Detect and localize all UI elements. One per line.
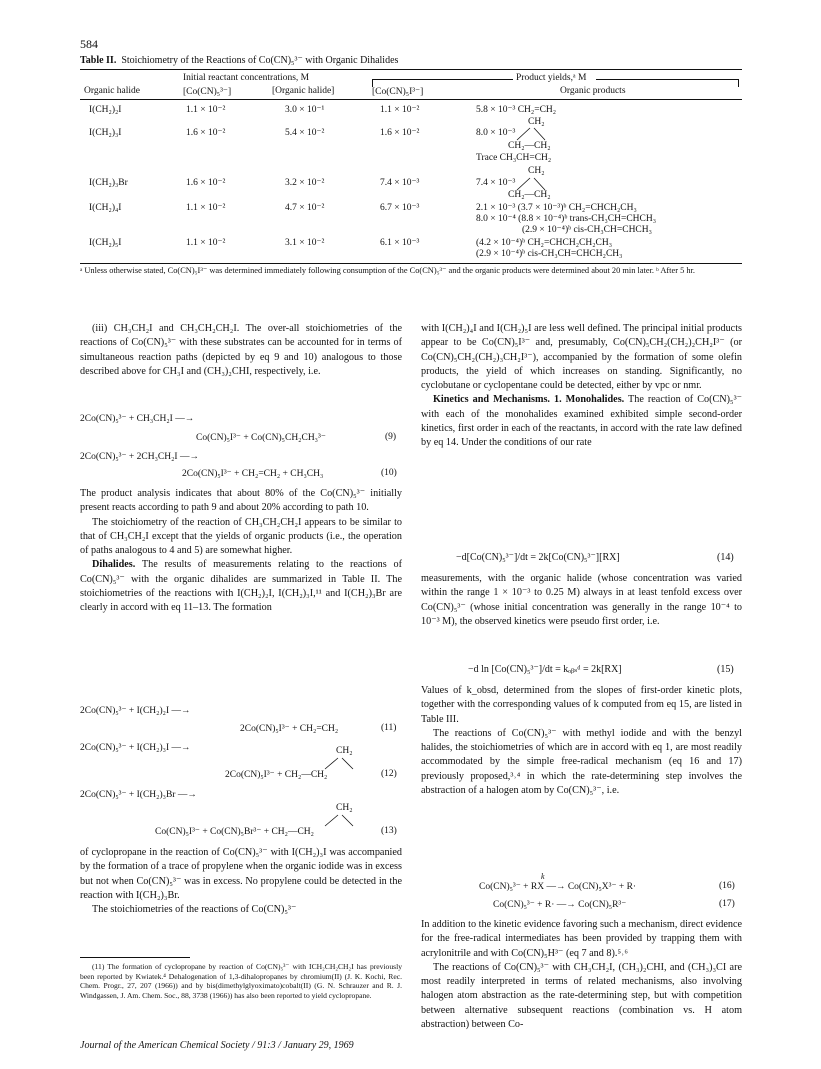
eq17: Co(CN)₅³⁻ + R· —→ Co(CN)₅R³⁻ bbox=[493, 900, 627, 910]
table-row-5-product-1: (4.2 × 10⁻⁴)ᵇ CH₂=CHCH₂CH₂CH₃ bbox=[476, 238, 613, 248]
table-row-1-org: 3.0 × 10⁻¹ bbox=[285, 105, 325, 115]
header-group-initial: Initial reactant concentrations, M bbox=[183, 73, 310, 83]
table-row-4-product-1: 2.1 × 10⁻³ (3.7 × 10⁻³)ᵇ CH₂=CHCH₂CH₃ bbox=[476, 203, 637, 213]
table-title-text: Stoichiometry of the Reactions of Co(CN)₅³⁻ with Organic Dihalides bbox=[121, 55, 399, 66]
table-row-2-org: 5.4 × 10⁻² bbox=[285, 128, 325, 138]
col-header-coi: [Co(CN)₅I³⁻] bbox=[372, 87, 424, 97]
col-header-co: [Co(CN)₅³⁻] bbox=[183, 87, 232, 97]
table-row-1-halide: I(CH₂)₂I bbox=[89, 105, 122, 115]
eq16-rate-k: k bbox=[541, 872, 545, 881]
col-header-products: Organic products bbox=[560, 86, 626, 96]
eq13-line-b: Co(CN)₅I³⁻ + Co(CN)₅Br³⁻ + CH₂—CH₂ bbox=[155, 827, 314, 837]
eq11-line-a: 2Co(CN)₅³⁻ + I(CH₂)₂I —→ bbox=[80, 706, 191, 716]
table-footnote-b: ᵇ After 5 hr. bbox=[656, 266, 695, 275]
eq9-number: (9) bbox=[385, 432, 397, 442]
table-footnote bbox=[80, 266, 742, 276]
left-para-5-text: of cyclopropane in the reaction of Co(CN)₅³⁻ with I(CH₂)₃I was accompanied by the formation of a trace of propylene when the organic iodide was in excess but not when Co(CN)₅³⁻ was in excess. No propylene could be detected in the reaction with I(CH₂)₃Br. bbox=[80, 847, 402, 901]
table-row-4-org: 4.7 × 10⁻² bbox=[285, 203, 325, 213]
table-row-1-co: 1.1 × 10⁻² bbox=[186, 105, 226, 115]
eq16-number: (16) bbox=[719, 881, 735, 891]
eq15: −d ln [Co(CN)₅³⁻]/dt = kₒᵦₛᵈ = 2k[RX] bbox=[468, 664, 622, 675]
right-para-1 bbox=[421, 322, 742, 451]
page-number: 584 bbox=[80, 37, 98, 51]
table-row-3-yield: 7.4 × 10⁻³ bbox=[476, 178, 516, 188]
table-row-4-coi: 6.7 × 10⁻³ bbox=[380, 203, 420, 213]
table-row-3-coi: 7.4 × 10⁻³ bbox=[380, 178, 420, 188]
eq12-line-a: 2Co(CN)₅³⁻ + I(CH₂)₃I —→ bbox=[80, 743, 191, 753]
right-para-5-text: The reactions of Co(CN)₅³⁻ with methyl iodide and with the benzyl halides, the stoichiometries of which are in accord with eq 1, are most readily accommodated by the simple free-radical mechanism (eq 16 and 17) previously proposed,³˒⁴ in which the rate-determining step involves the abstraction of a halogen atom by Co(CN)₅³⁻, i.e. bbox=[421, 727, 742, 797]
table-row-3-ring-base: CH₂—CH₂ bbox=[508, 190, 551, 200]
journal-footer: Journal of the American Chemical Society / 91:3 / January 29, 1969 bbox=[80, 1040, 354, 1051]
eq13-number: (13) bbox=[381, 826, 397, 836]
eq13-line-a: 2Co(CN)₅³⁻ + I(CH₂)₃Br —→ bbox=[80, 790, 197, 800]
header-group-products: Product yields,ᵃ M bbox=[516, 73, 587, 83]
table-row-2-ring-top: CH₂ bbox=[528, 117, 545, 127]
right-para-7-text: The reactions of Co(CN)₅³⁻ with CH₃CH₂I, (CH₃)₂CHI, and (CH₃)₃CI are most readily interpreted in terms of related mechanisms, also involving halogen atom abstraction as the rate-determining step, but with competition between alternative subsequent reactions (combination vs. H atom abstraction) between Co- bbox=[421, 961, 742, 1031]
table-row-3-ring-lines bbox=[514, 177, 548, 191]
left-para-6-text: The stoichiometries of the reactions of Co(CN)₅³⁻ bbox=[92, 904, 297, 916]
left-para-1-text: (iii) CH₃CH₂I and CH₃CH₂CH₂I. The over-all stoichiometries of the reactions of Co(CN)₅³⁻ with these substrates can be accounted for in terms of simultaneous reaction paths (depicted by eq 9 and 10) analogous to those described above for CH₃I and (CH₃)₂CHI, respectively, i.e. bbox=[80, 323, 402, 377]
footnote-11-text: (11) The formation of cyclopropane by reaction of Co(CN)₅³⁻ with ICH₂CH₂CH₂I has previously been reported by Kwiatek.⁴ Dehalogenation of 1,3-dihalopropanes by chromium(II) (J. K. Kochi, Rec. Chem. Progr., 27, 207 (1966)) and by bis(dimethylglyoximato)cobalt(II) (G. N. Schrauzer and R. J. Windgassen, J. Am. Chem. Soc., 88, 3738 (1966)) has also been reported to yield cyclopropane. bbox=[80, 962, 402, 1000]
table-row-2-ring-lines bbox=[514, 127, 548, 141]
table-row-5-co: 1.1 × 10⁻² bbox=[186, 238, 226, 248]
col-header-halide: Organic halide bbox=[84, 86, 141, 96]
eq10-number: (10) bbox=[381, 468, 397, 478]
table-row-4-halide: I(CH₂)₄I bbox=[89, 203, 122, 213]
eq17-number: (17) bbox=[719, 899, 735, 909]
table-row-1-coi: 1.1 × 10⁻² bbox=[380, 105, 420, 115]
right-para-3-text: measurements, with the organic halide (whose concentration was varied within the range 1 × 10⁻³ to 0.25 M) always in at least tenfold excess over Co(CN)₅³⁻ (whose initial concentration was generally in the range 10⁻⁴ to 10⁻³ M), the observed kinetics were pseudo first order, i.e. bbox=[421, 573, 742, 627]
table-row-5-product-2: (2.9 × 10⁻⁴)ᵇ cis-CH₃CH=CHCH₂CH₃ bbox=[476, 249, 623, 259]
eq10-line-a: 2Co(CN)₅³⁻ + 2CH₃CH₂I —→ bbox=[80, 452, 199, 462]
right-para-2-text: The reaction of Co(CN)₅³⁻ with each of the monohalides examined exhibited simple second-order kinetics, first order in each of the reactants, in accord with the rate law defined by eq 14. Under the conditions of our rate bbox=[421, 394, 742, 449]
eq12-number: (12) bbox=[381, 769, 397, 779]
table-row-2-yield: 8.0 × 10⁻³ bbox=[476, 128, 516, 138]
table-row-3-ring-top: CH₂ bbox=[528, 166, 545, 176]
right-para-3 bbox=[421, 572, 742, 629]
eq16: Co(CN)₅³⁻ + RX —→ Co(CN)₅X³⁻ + R· bbox=[479, 882, 637, 892]
table-row-2-co: 1.6 × 10⁻² bbox=[186, 128, 226, 138]
table-bottom-rule bbox=[80, 263, 742, 264]
right-para-4-text: Values of k_obsd, determined from the slopes of first-order kinetic plots, together with the corresponding values of k computed from eq 15, are listed in Table III. bbox=[421, 685, 742, 725]
table-title-prefix: Table II. bbox=[80, 55, 117, 66]
table-row-4-product-2: 8.0 × 10⁻⁴ (8.8 × 10⁻⁴)ᵇ trans-CH₃CH=CHCH₃ bbox=[476, 214, 657, 224]
eq12-ring-top: CH₂ bbox=[336, 746, 353, 756]
table-title bbox=[80, 55, 398, 66]
table-row-5-org: 3.1 × 10⁻² bbox=[285, 238, 325, 248]
table-row-2-ring-base: CH₂—CH₂ bbox=[508, 141, 551, 151]
footnote-11 bbox=[80, 962, 402, 1000]
eq13-ring-top: CH₂ bbox=[336, 803, 353, 813]
eq15-number: (15) bbox=[717, 664, 734, 675]
table-row-3-halide: I(CH₂)₃Br bbox=[89, 178, 128, 188]
left-para-2-text: The product analysis indicates that about 80% of the Co(CN)₅³⁻ initially present reacts according to path 9 and about 20% according to path 10. bbox=[80, 488, 402, 514]
table-row-5-halide: I(CH₂)₅I bbox=[89, 238, 122, 248]
right-para-2 bbox=[421, 393, 742, 450]
table-row-3-co: 1.6 × 10⁻² bbox=[186, 178, 226, 188]
left-para-2 bbox=[80, 487, 402, 616]
left-para-3-text: The stoichiometry of the reaction of CH₃CH₂CH₂I appears to be similar to that of CH₃CH₂I except that the yields of organic products (i.e., the operation of paths analogous to 4 and 5) are somewhat higher. bbox=[80, 516, 402, 557]
eq9-line-b: Co(CN)₅I³⁻ + Co(CN)₅CH₂CH₃³⁻ bbox=[196, 433, 326, 443]
left-para-4 bbox=[80, 558, 402, 615]
table-row-4-co: 1.1 × 10⁻² bbox=[186, 203, 226, 213]
table-row-2-coi: 1.6 × 10⁻² bbox=[380, 128, 420, 138]
eq14-number: (14) bbox=[717, 552, 734, 563]
footnote-rule bbox=[80, 957, 190, 958]
table-row-3-org: 3.2 × 10⁻² bbox=[285, 178, 325, 188]
col-header-org: [Organic halide] bbox=[272, 86, 335, 96]
eq9-line-a: 2Co(CN)₅³⁻ + CH₃CH₂I —→ bbox=[80, 414, 195, 424]
table-row-2-halide: I(CH₂)₃I bbox=[89, 128, 122, 138]
table-top-rule bbox=[80, 69, 742, 70]
table-row-1-product: 5.8 × 10⁻³ CH₂=CH₂ bbox=[476, 105, 557, 115]
table-row-4-product-3: (2.9 × 10⁻⁴)ᵇ cis-CH₃CH=CHCH₃ bbox=[522, 225, 652, 235]
right-para-1-text: with I(CH₂)₄I and I(CH₂)₅I are less well defined. The principal initial products appear to be Co(CN)₅I³⁻ and, presumably, Co(CN)₅CH₂(CH₂)₂CH₂I³⁻ (or Co(CN)₅CH₂(CH₂)₃CH₂I³⁻), accompanied by the formation of some olefin products, the yield of which increases on standing. Significantly, no cyclobutane or cyclopentane could be detected, either by vpc or nmr. bbox=[421, 323, 742, 392]
eq11-number: (11) bbox=[381, 723, 397, 733]
eq10-line-b: 2Co(CN)₅I³⁻ + CH₂=CH₂ + CH₃CH₃ bbox=[182, 469, 324, 479]
table-row-5-coi: 6.1 × 10⁻³ bbox=[380, 238, 420, 248]
left-para-4-text: The results of measurements relating to the reactions of Co(CN)₅³⁻ with the organic dihalides are summarized in Table II. The stoichiometries of the reactions with I(CH₂)₂I, I(CH₂)₃I,¹¹ and I(CH₂)₃Br are clearly in accord with eq 11–13. The formation bbox=[80, 559, 402, 614]
eq11-line-b: 2Co(CN)₅I³⁻ + CH₂=CH₂ bbox=[240, 724, 339, 734]
left-para-5 bbox=[80, 846, 402, 917]
eq14: −d[Co(CN)₅³⁻]/dt = 2k[Co(CN)₅³⁻][RX] bbox=[456, 552, 620, 563]
eq12-line-b: 2Co(CN)₅I³⁻ + CH₂—CH₂ bbox=[225, 770, 328, 780]
right-para-4 bbox=[421, 684, 742, 798]
right-para-6 bbox=[421, 918, 742, 1032]
left-para-1 bbox=[80, 322, 402, 379]
table-header-rule bbox=[80, 99, 742, 100]
table-footnote-a: ᵃ Unless otherwise stated, Co(CN)₅I³⁻ was determined immediately following consumption of the Co(CN)₅³⁻ and the organic products were determined about 20 min later. bbox=[80, 266, 654, 275]
eq13-ring-lines bbox=[322, 814, 356, 827]
table-row-2-trace: Trace CH₃CH=CH₂ bbox=[476, 153, 552, 163]
kinetics-heading: Kinetics and Mechanisms. 1. Monohalides. bbox=[433, 394, 625, 406]
dihalides-heading: Dihalides. bbox=[92, 559, 136, 571]
right-para-6-text: In addition to the kinetic evidence favoring such a mechanism, direct evidence for the free-radical intermediates has been provided by trapping them with acrylonitrile and with Co(CN)₅H³⁻ (eq 7 and 8).⁵˒⁶ bbox=[421, 919, 742, 959]
